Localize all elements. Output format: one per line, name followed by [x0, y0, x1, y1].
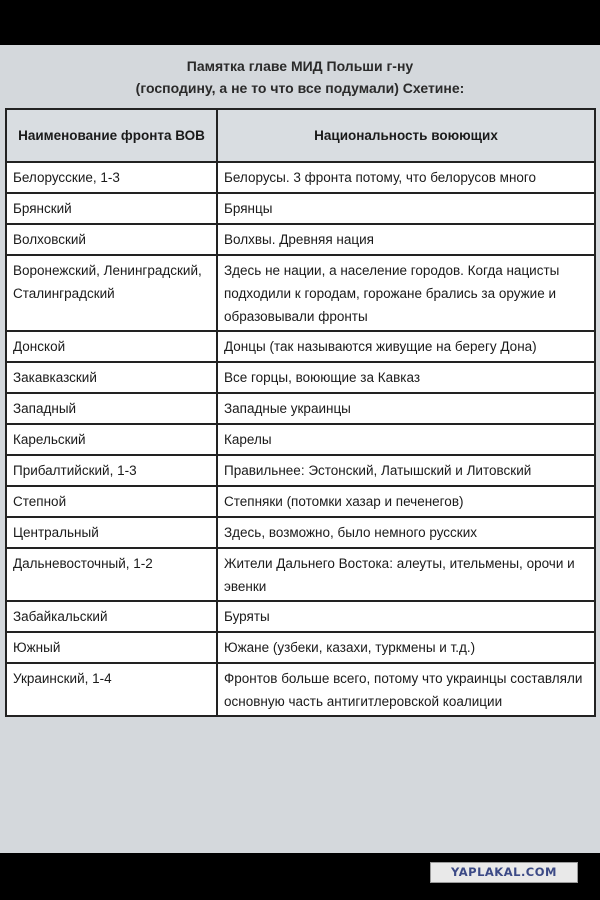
table-row [6, 548, 595, 601]
nationality-cell: Брянцы [217, 193, 595, 224]
front-name-cell: Украинский, 1-4 [6, 663, 217, 716]
front-name-cell: Карельский [6, 424, 217, 455]
front-name-cell: Центральный [6, 517, 217, 548]
table-row [6, 517, 595, 548]
header-nationality: Национальность воюющих [217, 109, 595, 162]
front-name-cell: Западный [6, 393, 217, 424]
memo-title-line-2: (господину, а не то что все подумали) Схетине: [135, 80, 465, 96]
table-row [6, 601, 595, 632]
front-name-cell: Воронежский, Ленинградский, Сталинградский [6, 255, 217, 331]
front-name-cell: Прибалтийский, 1-3 [6, 455, 217, 486]
table-row [6, 255, 595, 331]
nationality-cell: Донцы (так называются живущие на берегу Дона) [217, 331, 595, 362]
nationality-cell: Степняки (потомки хазар и печенегов) [217, 486, 595, 517]
nationality-cell: Фронтов больше всего, потому что украинцы составляли основную часть антигитлеровской коалиции [217, 663, 595, 716]
front-name-cell: Забайкальский [6, 601, 217, 632]
front-name-cell: Донской [6, 331, 217, 362]
nationality-cell: Правильнее: Эстонский, Латышский и Литовский [217, 455, 595, 486]
table-row [6, 193, 595, 224]
front-name-cell: Брянский [6, 193, 217, 224]
table-row [6, 362, 595, 393]
table-row [6, 393, 595, 424]
nationality-cell: Волхвы. Древняя нация [217, 224, 595, 255]
nationality-cell: Белорусы. 3 фронта потому, что белорусов много [217, 162, 595, 193]
memo-panel [0, 45, 600, 853]
table-row [6, 632, 595, 663]
nationality-cell: Здесь, возможно, было немного русских [217, 517, 595, 548]
table-row [6, 224, 595, 255]
nationality-cell: Карелы [217, 424, 595, 455]
table-row [6, 455, 595, 486]
nationality-cell: Южане (узбеки, казахи, туркмены и т.д.) [217, 632, 595, 663]
front-name-cell: Дальневосточный, 1-2 [6, 548, 217, 601]
front-name-cell: Волховский [6, 224, 217, 255]
front-name-cell: Белорусские, 1-3 [6, 162, 217, 193]
table-row [6, 486, 595, 517]
site-watermark: YAPLAKAL.COM [430, 862, 578, 883]
nationality-cell: Жители Дальнего Востока: алеуты, ительмены, орочи и эвенки [217, 548, 595, 601]
fronts-table [5, 108, 596, 717]
table-row [6, 162, 595, 193]
nationality-cell: Все горцы, воюющие за Кавказ [217, 362, 595, 393]
nationality-cell: Западные украинцы [217, 393, 595, 424]
table-row [6, 331, 595, 362]
nationality-cell: Буряты [217, 601, 595, 632]
table-row [6, 663, 595, 716]
header-front-name: Наименование фронта ВОВ [6, 109, 217, 162]
table-row [6, 424, 595, 455]
nationality-cell: Здесь не нации, а население городов. Когда нацисты подходили к городам, горожане брались за оружие и образовывали фронты [217, 255, 595, 331]
memo-title [0, 55, 600, 99]
front-name-cell: Степной [6, 486, 217, 517]
memo-title-line-1: Памятка главе МИД Польши г-ну [186, 58, 414, 74]
front-name-cell: Закавказский [6, 362, 217, 393]
front-name-cell: Южный [6, 632, 217, 663]
table-header-row [6, 109, 595, 162]
